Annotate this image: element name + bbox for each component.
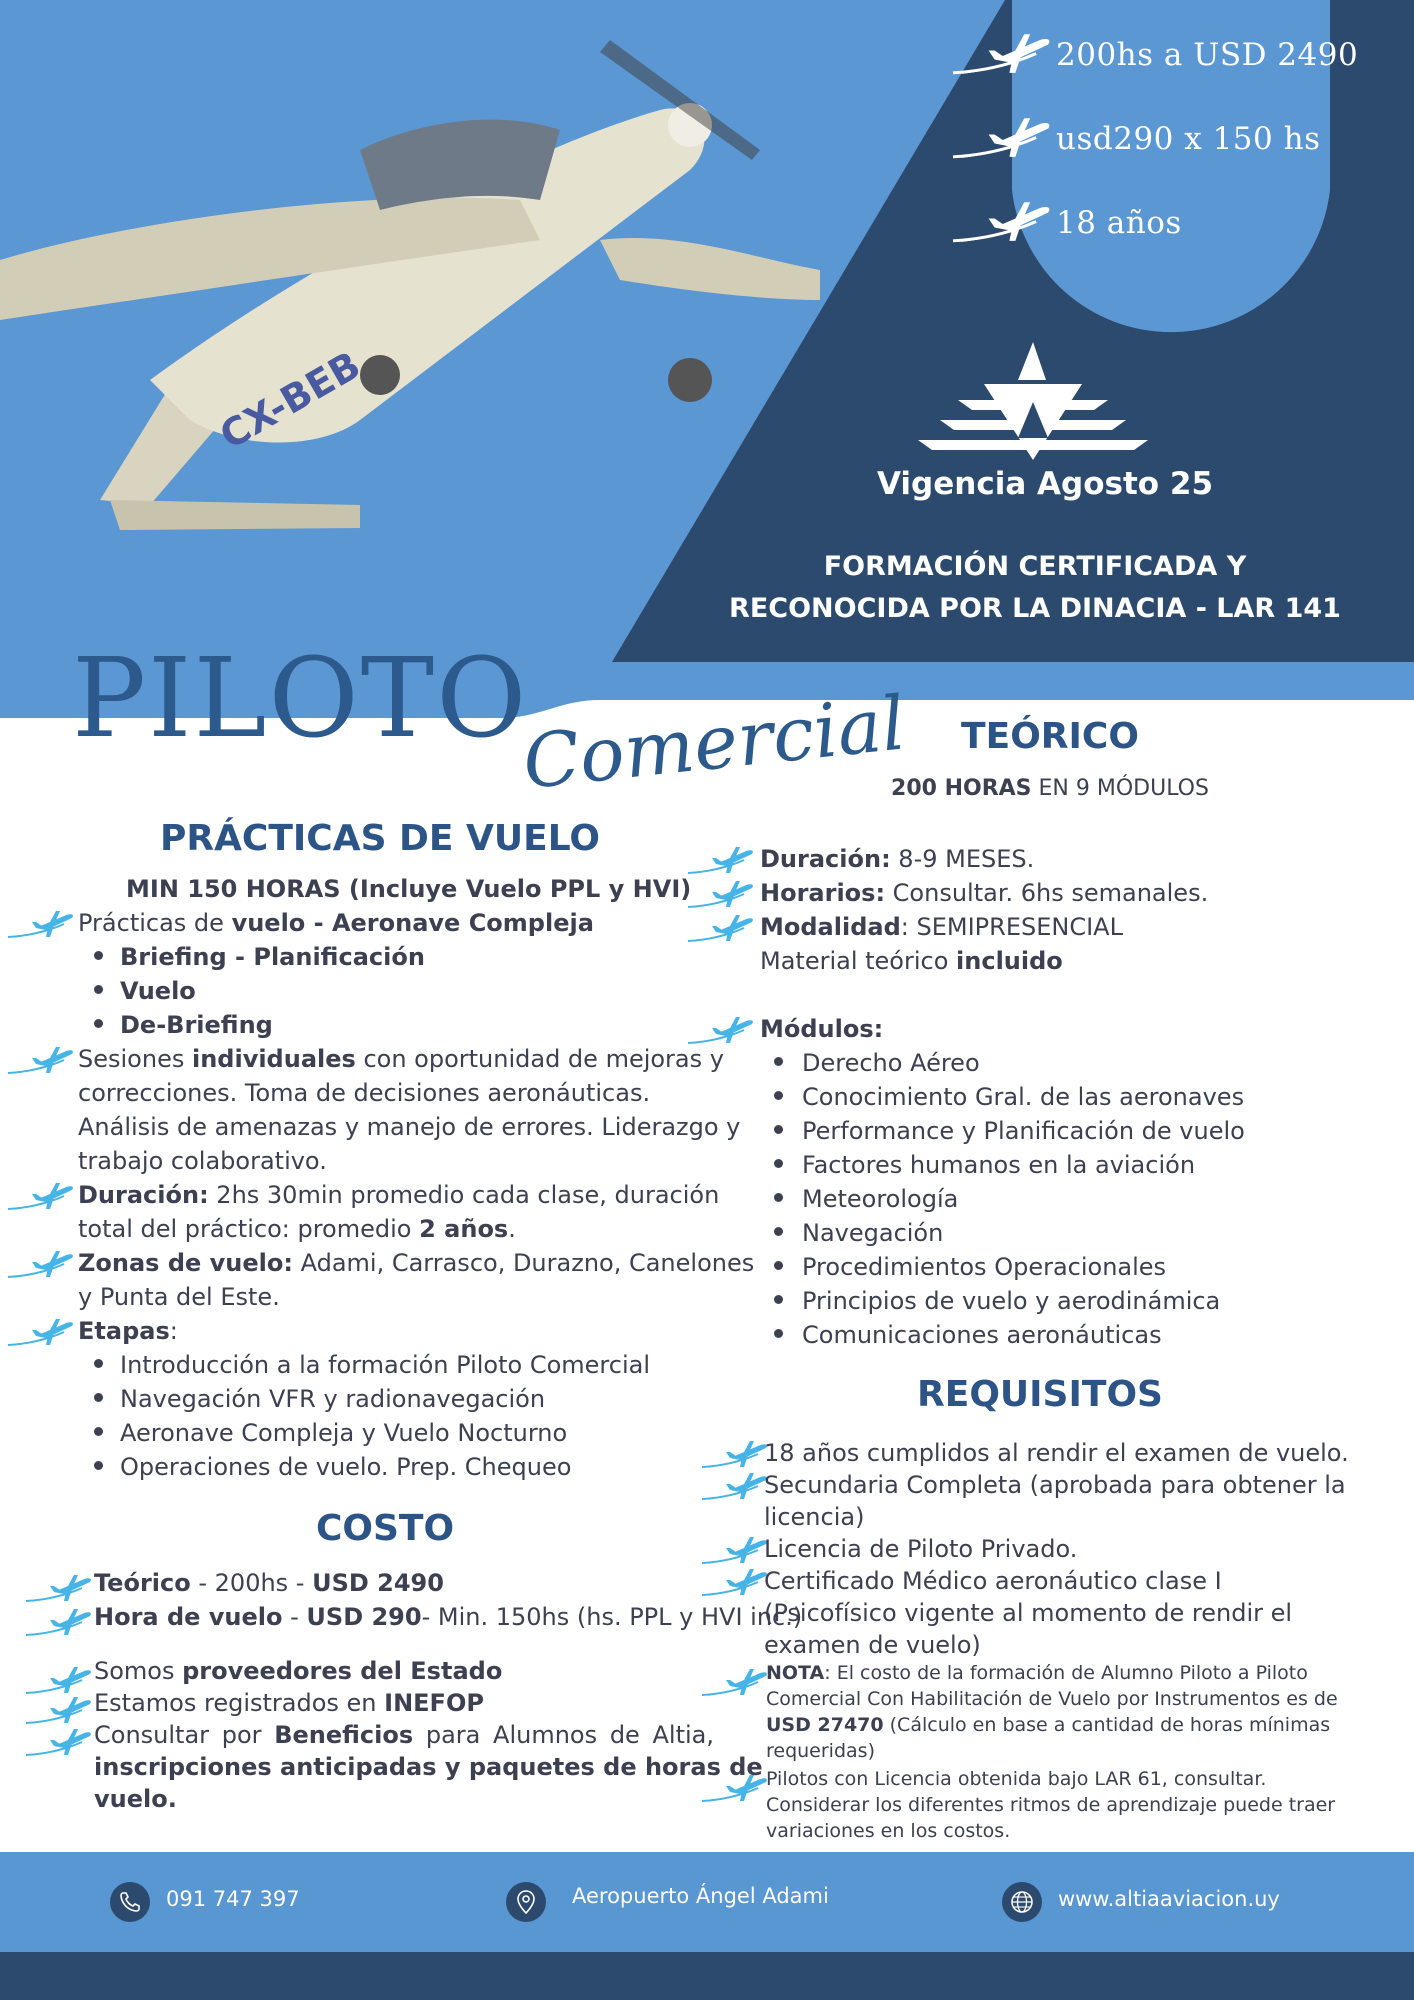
lar-l1: Pilotos con Licencia obtenida bajo LAR 61, consultar. [766, 1768, 1267, 1790]
plane-icon [6, 1250, 76, 1280]
requisitos-heading: REQUISITOS [917, 1374, 1163, 1415]
footer-bottom-band [0, 1952, 1414, 2000]
bullet [94, 1393, 103, 1402]
bullet [774, 1091, 783, 1100]
plane-icon [24, 1696, 94, 1726]
teorico-heading: TEÓRICO [961, 716, 1139, 757]
plane-icon [6, 1046, 76, 1076]
plane-icon [950, 198, 1054, 248]
bullet [774, 1261, 783, 1270]
modulo-item: Comunicaciones aeronáuticas [802, 1321, 1162, 1349]
footer-location-link[interactable]: Aeropuerto Ángel Adami [572, 1884, 829, 1908]
footer-phone-link[interactable]: 091 747 397 [166, 1887, 300, 1911]
practicas-item-aeronave: Prácticas de vuelo - Aeronave Compleja [78, 909, 594, 937]
plane-icon [6, 910, 76, 940]
teorico-duracion: Duración: 8-9 MESES. [760, 845, 1035, 873]
sub-item-briefing: Briefing - Planificación [120, 943, 425, 971]
altia-logo [918, 342, 1148, 460]
consultar-beneficios-l1: Consultar por Beneficios para Alumnos de Altia, [94, 1721, 714, 1749]
certification-line-2: RECONOCIDA POR LA DINACIA - LAR 141 [729, 593, 1341, 624]
bullet [774, 1159, 783, 1168]
modulo-item: Meteorología [802, 1185, 959, 1213]
requisito-secundaria-l1: Secundaria Completa (aprobada para obtener la [764, 1471, 1346, 1499]
modulo-item: Procedimientos Operacionales [802, 1253, 1167, 1281]
etapa-item: Aeronave Compleja y Vuelo Nocturno [120, 1419, 568, 1447]
title-piloto: PILOTO [72, 634, 529, 762]
plane-icon [6, 1318, 76, 1348]
etapa-item: Introducción a la formación Piloto Comercial [120, 1351, 650, 1379]
requisito-secundaria-l2: licencia) [764, 1503, 865, 1531]
costo-heading: COSTO [315, 1508, 455, 1549]
practicas-duracion-l1: Duración: 2hs 30min promedio cada clase, duración [78, 1181, 720, 1209]
nota-l3: USD 27470 (Cálculo en base a cantidad de horas mínimas [766, 1714, 1331, 1736]
teorico-modalidad: Modalidad: SEMIPRESENCIAL [760, 913, 1123, 941]
proveedores-estado: Somos proveedores del Estado [94, 1657, 503, 1685]
bullet [94, 1359, 103, 1368]
nota-l4: requeridas) [766, 1740, 875, 1762]
price-vuelo [950, 114, 1320, 164]
location-pin-icon [506, 1882, 546, 1922]
etapas-label: Etapas: [78, 1317, 178, 1345]
plane-icon [950, 114, 1054, 164]
price-teorico [950, 30, 1358, 80]
registrados-inefop: Estamos registrados en INEFOP [94, 1689, 484, 1717]
teorico-horarios: Horarios: Consultar. 6hs semanales. [760, 879, 1209, 907]
phone-icon [110, 1882, 150, 1922]
bullet [774, 1057, 783, 1066]
plane-icon [686, 846, 756, 876]
plane-icon [700, 1568, 770, 1598]
bullet [774, 1329, 783, 1338]
etapa-item: Navegación VFR y radionavegación [120, 1385, 546, 1413]
teorico-subheading: 200 HORAS EN 9 MÓDULOS [891, 776, 1209, 801]
plane-icon [700, 1440, 770, 1470]
bullet [774, 1193, 783, 1202]
requisito-edad: 18 años cumplidos al rendir el examen de vuelo. [764, 1439, 1349, 1467]
modulos-label: Módulos: [760, 1015, 884, 1043]
nota-l1: NOTA: El costo de la formación de Alumno Piloto a Piloto [766, 1662, 1308, 1684]
plane-icon [686, 880, 756, 910]
practicas-heading: PRÁCTICAS DE VUELO [159, 818, 601, 859]
etapa-item: Operaciones de vuelo. Prep. Chequeo [120, 1453, 572, 1481]
consultar-beneficios-l2: inscripciones anticipadas y paquetes de horas de [94, 1753, 763, 1781]
bullet [94, 1019, 103, 1028]
modulo-item: Derecho Aéreo [802, 1049, 980, 1077]
consultar-beneficios-l3: vuelo. [94, 1785, 177, 1813]
zonas-l2: y Punta del Este. [78, 1283, 280, 1311]
bullet [94, 985, 103, 994]
requisito-medico-l3: examen de vuelo) [764, 1631, 981, 1659]
bullet [774, 1227, 783, 1236]
requisito-licencia: Licencia de Piloto Privado. [764, 1535, 1078, 1563]
bullet [774, 1125, 783, 1134]
certification-text [720, 546, 1350, 630]
requisito-medico-l2: (Psicofísico vigente al momento de rendir el [764, 1599, 1293, 1627]
bullet [94, 1461, 103, 1470]
sub-item-vuelo: Vuelo [120, 977, 196, 1005]
plane-icon [24, 1608, 94, 1638]
modulo-item: Factores humanos en la aviación [802, 1151, 1196, 1179]
plane-icon [700, 1668, 770, 1698]
plane-icon [24, 1574, 94, 1604]
bullet [94, 1427, 103, 1436]
zonas-l1: Zonas de vuelo: Adami, Carrasco, Durazno, Canelones [78, 1249, 755, 1277]
price-edad-text: 18 años [1056, 205, 1182, 241]
costo-hora-vuelo: Hora de vuelo - USD 290- Min. 150hs (hs. PPL y HVI inc.) [94, 1603, 803, 1631]
vigencia-label: Vigencia Agosto 25 [876, 466, 1214, 502]
price-teorico-text: 200hs a USD 2490 [1056, 37, 1359, 73]
price-edad [950, 198, 1182, 248]
modulo-item: Navegación [802, 1219, 944, 1247]
bullet [774, 1295, 783, 1304]
globe-icon [1002, 1882, 1042, 1922]
costo-teorico: Teórico - 200hs - USD 2490 [94, 1569, 444, 1597]
sesiones-l3: Análisis de amenazas y manejo de errores. Liderazgo y [78, 1113, 741, 1141]
teorico-material: Material teórico incluido [760, 947, 1063, 975]
plane-icon [24, 1728, 94, 1758]
practicas-subheading: MIN 150 HORAS (Incluye Vuelo PPL y HVI) [126, 875, 692, 903]
modulo-item: Performance y Planificación de vuelo [802, 1117, 1245, 1145]
requisito-medico-l1: Certificado Médico aeronáutico clase I [764, 1567, 1222, 1595]
sesiones-l1: Sesiones individuales con oportunidad de mejoras y [78, 1045, 724, 1073]
plane-icon [950, 30, 1054, 80]
svg-text:CX-BEB: CX-BEB [212, 342, 368, 458]
modulo-item: Principios de vuelo y aerodinámica [802, 1287, 1221, 1315]
sesiones-l4: trabajo colaborativo. [78, 1147, 327, 1175]
plane-icon [700, 1536, 770, 1566]
plane-icon [686, 914, 756, 944]
bullet [94, 951, 103, 960]
plane-icon [700, 1472, 770, 1502]
practicas-duracion-l2: total del práctico: promedio 2 años. [78, 1215, 516, 1243]
plane-icon [6, 1182, 76, 1212]
price-vuelo-text: usd290 x 150 hs [1056, 121, 1321, 157]
nota-l2: Comercial Con Habilitación de Vuelo por Instrumentos es de [766, 1688, 1338, 1710]
sesiones-l2: correcciones. Toma de decisiones aeronáuticas. [78, 1079, 651, 1107]
sub-item-debriefing: De-Briefing [120, 1011, 273, 1039]
plane-icon [24, 1666, 94, 1696]
title-comercial: Comercial [519, 680, 910, 806]
footer-website-link[interactable]: www.altiaaviacion.uy [1058, 1887, 1280, 1911]
lar-l3: variaciones en los costos. [766, 1820, 1011, 1842]
certification-line-1: FORMACIÓN CERTIFICADA Y [823, 551, 1247, 582]
modulo-item: Conocimiento Gral. de las aeronaves [802, 1083, 1245, 1111]
lar-l2: Considerar los diferentes ritmos de aprendizaje puede traer [766, 1794, 1336, 1816]
